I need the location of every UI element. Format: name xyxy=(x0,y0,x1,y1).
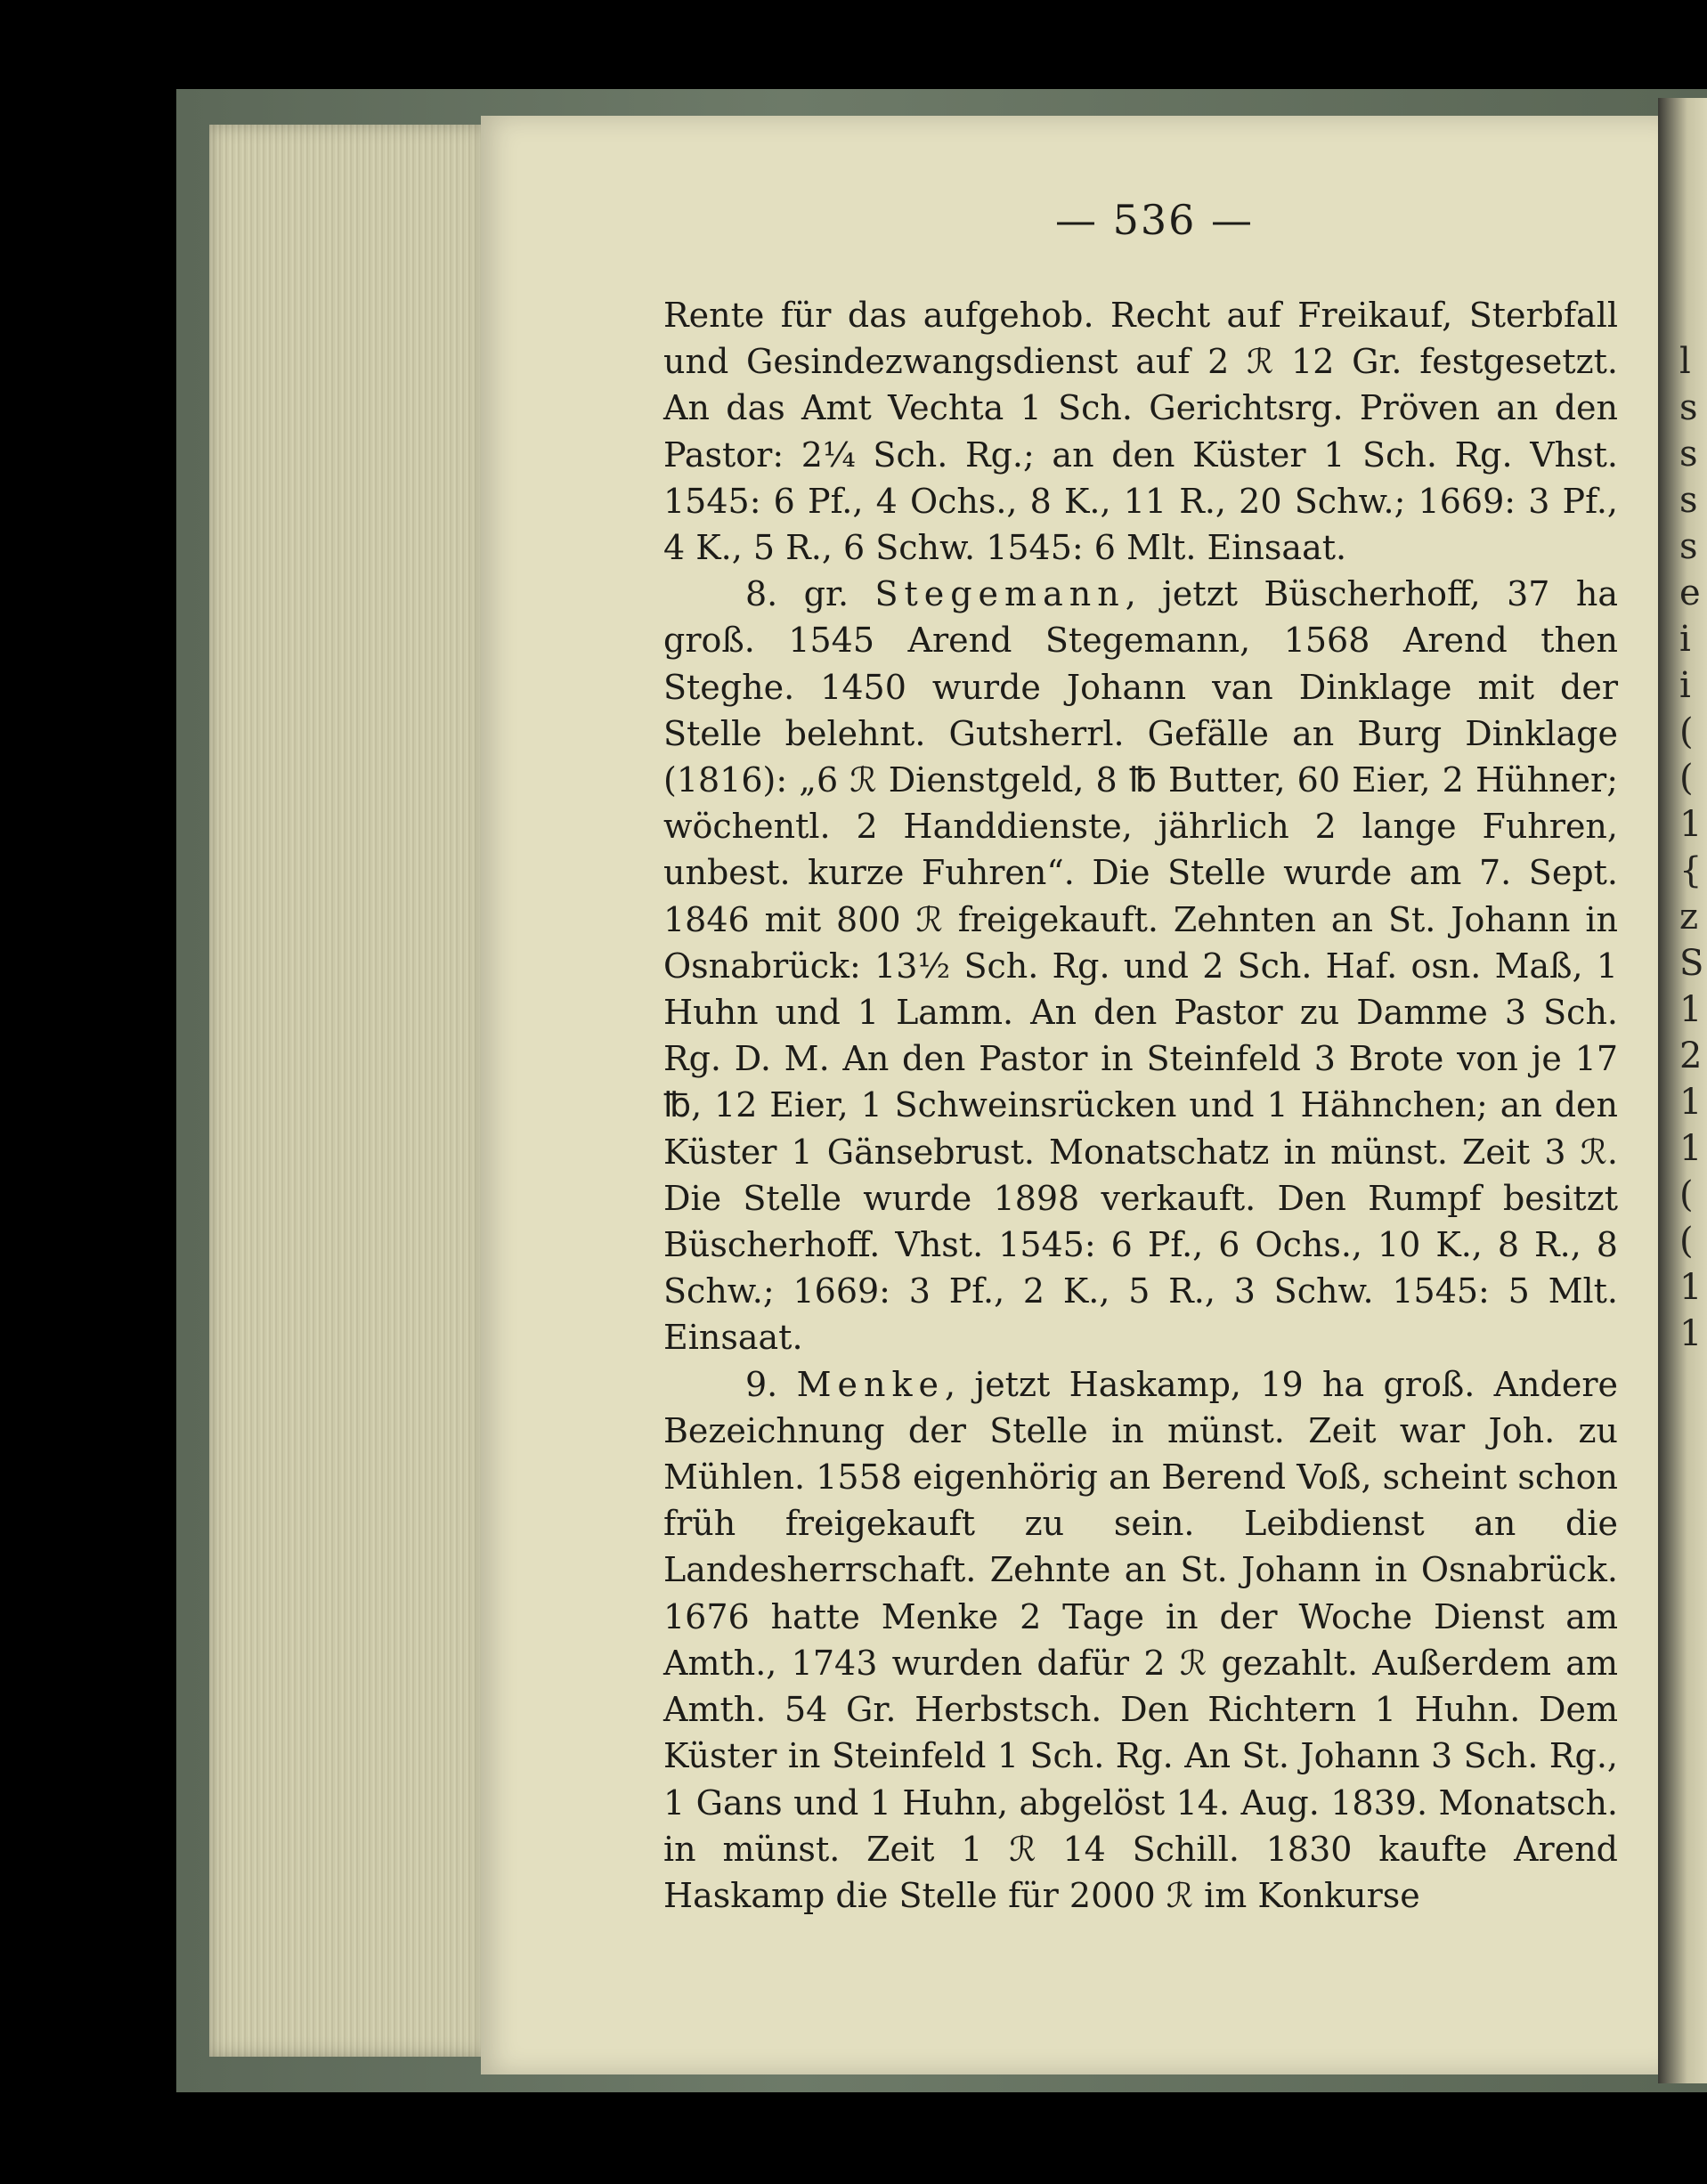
paragraph-rente xyxy=(663,292,1618,571)
entry-number: 9. xyxy=(745,1364,778,1404)
page-number: — 536 — xyxy=(1055,196,1255,244)
paragraph-text: , jetzt Büscherhoff, 37 ha groß. 1545 Arend Stegemann, 1568 Arend then Steghe. 1450 wurde Johann van Dinklage mit der Stelle belehnt. Gutsherrl. Gefälle an Burg Dinklage (1816): „6 ℛ Dienstgeld, 8 ℔ Butter, 60 Eier, 2 Hühner; wöchentl. 2 Handdienste, jährlich 2 lange Fuhren, unbest. kurze Fuhren“. Die Stelle wurde am 7. Sept. 1846 mit 800 ℛ freigekauft. Zehnten an St. Johann in Osnabrück: 13½ Sch. Rg. und 2 Sch. Haf. osn. Maß, 1 Huhn und 1 Lamm. An den Pastor zu Damme 3 Sch. Rg. D. M. An den Pastor in Steinfeld 3 Brote von je 17 ℔, 12 Eier, 1 Schweinsrücken und 1 Hähnchen; an den Küster 1 Gänsebrust. Monatschatz in münst. Zeit 3 ℛ. Die Stelle wurde 1898 verkauft. Den Rumpf besitzt Büscherhoff. Vhst. 1545: 6 Pf., 6 Ochs., 10 K., 8 R., 8 Schw.; 1669: 3 Pf., 2 K., 5 R., 3 Schw. 1545: 5 Mlt. Einsaat. xyxy=(663,574,1618,1358)
entry-number: 8. gr. xyxy=(745,574,849,614)
entry-name: Menke xyxy=(796,1364,945,1404)
page-body-text xyxy=(663,292,1618,1919)
facing-page-fragments: l s s s s e i i ( ( 1 { z S 1 2 1 1 ( ( 1 1 xyxy=(1679,341,1704,1354)
entry-name: Stegemann xyxy=(874,574,1126,614)
page-edges xyxy=(209,125,485,2057)
paragraph-text: , jetzt Haskamp, 19 ha groß. Andere Bezeichnung der Stelle in münst. Zeit war Joh. zu Mühlen. 1558 eigenhörig an Berend Voß, scheint schon früh freigekauft zu sein. Leibdienst an die Landesherrschaft. Zehnte an St. Johann in Osnabrück. 1676 hatte Menke 2 Tage in der Woche Dienst am Amth., 1743 wurden dafür 2 ℛ gezahlt. Außerdem am Amth. 54 Gr. Herbstsch. Den Richtern 1 Huhn. Dem Küster in Steinfeld 1 Sch. Rg. An St. Johann 3 Sch. Rg., 1 Gans und 1 Huhn, abgelöst 14. Aug. 1839. Monatsch. in münst. Zeit 1 ℛ 14 Schill. 1830 kaufte Arend Haskamp die Stelle für 2000 ℛ im Konkurse xyxy=(663,1364,1618,1915)
paragraph-menke xyxy=(663,1361,1618,1919)
paragraph-stegemann xyxy=(663,571,1618,1360)
paragraph-text: Rente für das aufgehob. Recht auf Freikauf, Sterbfall und Gesindezwangsdienst auf 2 ℛ 12 Gr. festgesetzt. An das Amt Vechta 1 Sch. Gerichtsrg. Pröven an den Pastor: 2¼ Sch. Rg.; an den Küster 1 Sch. Rg. Vhst. 1545: 6 Pf., 4 Ochs., 8 K., 11 R., 20 Schw.; 1669: 3 Pf., 4 K., 5 R., 6 Schw. 1545: 6 Mlt. Einsaat. xyxy=(663,296,1618,568)
